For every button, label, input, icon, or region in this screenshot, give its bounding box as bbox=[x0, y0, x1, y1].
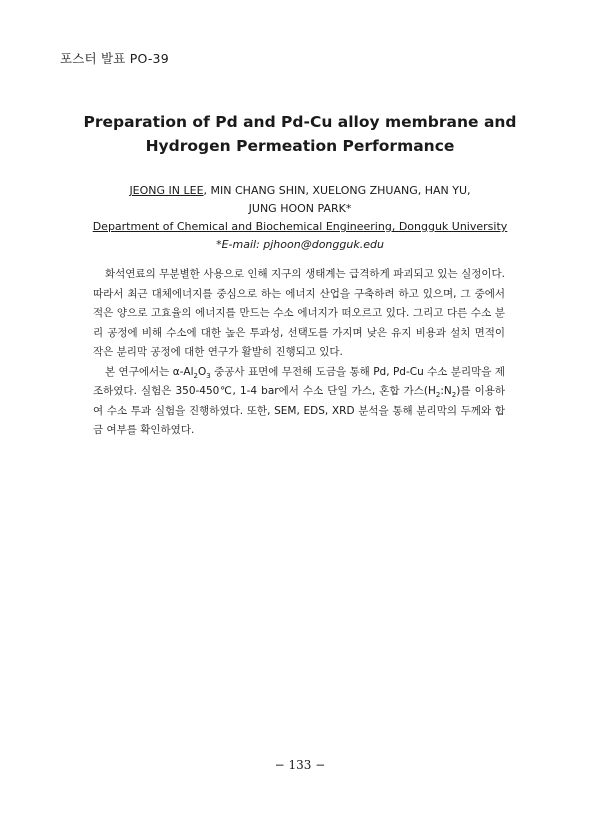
corresponding-email: *E-mail: pjhoon@dongguk.edu bbox=[216, 238, 384, 251]
abstract-paragraph-1: 화석연료의 무분별한 사용으로 인해 지구의 생태계는 급격하게 파괴되고 있는 실정이다. 따라서 최근 대체에너지를 중심으로 하는 에너지 산업을 구축하려 하고 있으며, 그 중에서 적은 양으로 고효율의 에너지를 만드는 수소 에너지가 떠오르고 있다. 그리고 다른 수소 분리 공정에 비해 수소에 대한 높은 투과성, 선택도를 가지며 낮은 유지 비용과 설치 면적이 작은 분리막 공정에 대한 연구가 활발히 진행되고 있다. bbox=[93, 268, 505, 358]
text-run: )를 이용하여 수소 투과 실험을 진행하였다. 또한, SEM, EDS, XRD 분석을 통해 분리막의 두께와 합금 여부를 확인하였다. bbox=[93, 385, 505, 436]
paper-title bbox=[40, 110, 560, 158]
text-run: 중공사 표면에 무전해 도금을 통해 Pd, Pd-Cu 수소 분리막을 제조하였다. 실험은 350-450℃, 1-4 bar에서 수소 단일 가스, 혼합 가스(H bbox=[93, 365, 505, 397]
session-label: 포스터 발표 PO-39 bbox=[60, 51, 169, 66]
abstract-paragraph-2 bbox=[93, 363, 505, 441]
text-run: O bbox=[197, 365, 207, 378]
affiliation: Department of Chemical and Biochemical Engineering, Dongguk University bbox=[92, 220, 508, 233]
text-run: :N bbox=[440, 385, 452, 397]
subscript: 2 bbox=[451, 391, 457, 400]
subscript: 3 bbox=[206, 371, 211, 380]
subscript: 2 bbox=[435, 391, 441, 400]
abstract-body bbox=[93, 265, 505, 441]
presenting-author: JEONG IN LEE bbox=[129, 184, 204, 197]
co-authors: , MIN CHANG SHIN, XUELONG ZHUANG, HAN YU, bbox=[203, 184, 471, 197]
author-block bbox=[40, 182, 560, 254]
page-number: − 133 − bbox=[274, 758, 326, 772]
title-line-1: Preparation of Pd and Pd-Cu alloy membrane and bbox=[83, 113, 517, 131]
title-line-2: Hydrogen Permeation Performance bbox=[145, 137, 455, 155]
author-line-1 bbox=[40, 182, 560, 200]
subscript: 2 bbox=[193, 371, 198, 380]
text-run: 본 연구에서는 α-Al bbox=[105, 365, 194, 378]
author-line-2: JUNG HOON PARK* bbox=[248, 202, 352, 215]
